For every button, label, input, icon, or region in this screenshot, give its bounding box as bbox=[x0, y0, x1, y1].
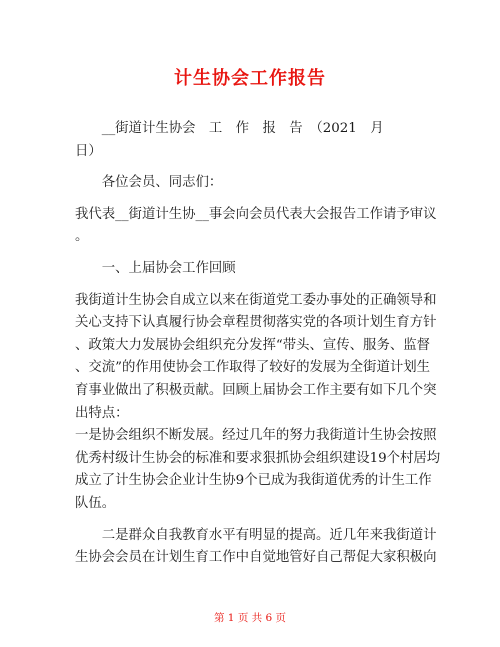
body-line: 、政策大力发展协会组织充分发挥“带头、宣传、服务、监督 bbox=[75, 337, 430, 353]
body-line: 日） bbox=[75, 143, 102, 159]
body-line: 一、上届协会工作回顾 bbox=[75, 260, 236, 276]
body-line: 。 bbox=[75, 229, 89, 245]
document-title: 计生协会工作报告 bbox=[174, 68, 326, 89]
body-line: 育事业做出了积极贡献。回顾上届协会工作主要有如下几个突 bbox=[75, 382, 437, 398]
body-line: 优秀村级计生协会的标准和要求狠抓协会组织建设19个村居均 bbox=[75, 450, 441, 466]
body-line: 我街道计生协会自成立以来在街道党工委办事处的正确领导和 bbox=[75, 292, 437, 308]
body-line: 各位会员、同志们： bbox=[75, 175, 223, 191]
document-body bbox=[75, 118, 441, 570]
body-line: 我代表__街道计生协__事会向会员代表大会报告工作请予审议 bbox=[75, 206, 437, 222]
body-line: __街道计生协会 工 作 报 告 （2021 月 bbox=[75, 121, 384, 136]
body-line: 一是协会组织不断发展。经过几年的努力我街道计生协会按照 bbox=[75, 428, 437, 444]
body-line: 出特点： bbox=[75, 405, 129, 421]
body-line: 二是群众自我教育水平有明显的提高。近几年来我街道计 bbox=[75, 527, 437, 543]
body-line: 队伍。 bbox=[75, 495, 116, 511]
body-line: 、交流”的作用使协会工作取得了较好的发展为全街道计划生 bbox=[75, 360, 430, 376]
body-line: 关心支持下认真履行协会章程贯彻落实党的各项计划生育方针 bbox=[75, 315, 437, 331]
body-line: 成立了计生协会企业计生协9个已成为我街道优秀的计生工作 bbox=[75, 473, 432, 489]
body-line: 生协会会员在计划生育工作中自觉地管好自己帮促大家积极向 bbox=[75, 550, 437, 566]
page-footer: 第 1 页 共 6 页 bbox=[213, 612, 287, 624]
